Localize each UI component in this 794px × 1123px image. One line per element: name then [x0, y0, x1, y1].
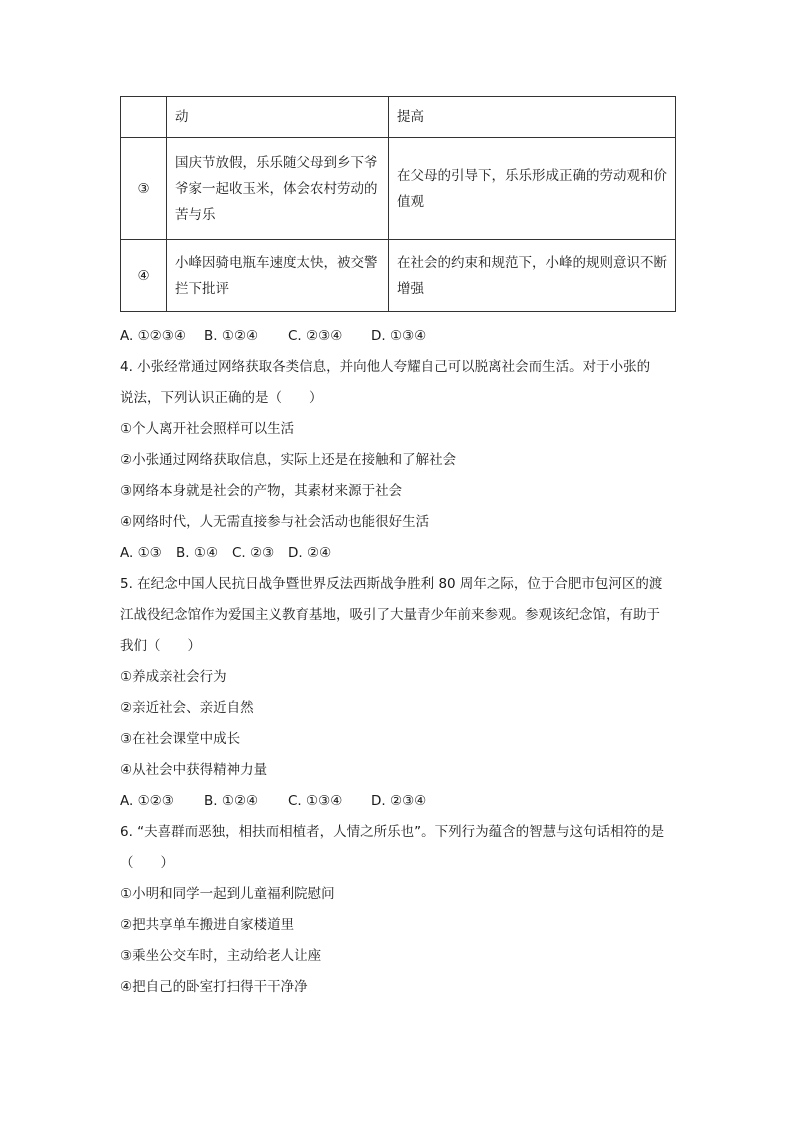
table-cell-num: ③: [121, 138, 167, 240]
option-d[interactable]: D. ①③④: [371, 328, 427, 344]
table-cell-num: ④: [121, 240, 167, 312]
q6-item: ①小明和同学一起到儿童福利院慰问: [120, 886, 335, 902]
table-cell-result: 提高: [389, 97, 676, 138]
question-table: [120, 96, 676, 312]
option-a[interactable]: A. ①②③: [120, 793, 174, 809]
table-cell-action: 国庆节放假，乐乐随父母到乡下爷爷家一起收玉米，体会农村劳动的苦与乐: [167, 138, 389, 240]
option-c[interactable]: C. ①③④: [288, 793, 343, 809]
q6-item: ④把自己的卧室打扫得干干净净: [120, 979, 308, 995]
table-cell-num: [121, 97, 167, 138]
q6-item: ③乘坐公交车时，主动给老人让座: [120, 948, 322, 964]
table-cell-result: 在社会的约束和规范下，小峰的规则意识不断增强: [389, 240, 676, 312]
option-d[interactable]: D. ②③④: [371, 793, 427, 809]
table-cell-result: 在父母的引导下，乐乐形成正确的劳动观和价值观: [389, 138, 676, 240]
table-row: [121, 97, 676, 138]
q3-options: [120, 326, 426, 346]
q4-item: ①个人离开社会照样可以生活: [120, 421, 295, 437]
q5-item: ②亲近社会、亲近自然: [120, 700, 254, 716]
q4-stem-line2: 说法，下列认识正确的是（ ）: [120, 390, 323, 406]
table-row: [121, 240, 676, 312]
option-b[interactable]: B. ①②④: [204, 328, 259, 344]
q4-item: ②小张通过网络获取信息，实际上还是在接触和了解社会: [120, 452, 457, 468]
q6-stem-line2: （ ）: [120, 855, 174, 871]
q4-stem-line1: 4. 小张经常通过网络获取各类信息，并向他人夸耀自己可以脱离社会而生活。对于小张的: [120, 359, 651, 375]
q4-item: ④网络时代，人无需直接参与社会活动也能很好生活: [120, 514, 430, 530]
q6-stem-line1: 6. “夫喜群而恶独，相扶而相植者，人情之所乐也”。下列行为蕴含的智慧与这句话相符的是: [120, 824, 665, 840]
table-cell-action: 小峰因骑电瓶车速度太快，被交警拦下批评: [167, 240, 389, 312]
table-row: [121, 138, 676, 240]
option-d[interactable]: D. ②④: [288, 545, 332, 561]
q4-item: ③网络本身就是社会的产物，其素材来源于社会: [120, 483, 403, 499]
option-b[interactable]: B. ①④: [176, 545, 219, 561]
option-a[interactable]: A. ①②③④: [120, 328, 186, 344]
q5-item: ①养成亲社会行为: [120, 669, 227, 685]
q5-stem-line3: 我们（ ）: [120, 638, 201, 654]
q5-stem-line1: 5. 在纪念中国人民抗日战争暨世界反法西斯战争胜利 80 周年之际，位于合肥市包河区的渡: [120, 576, 663, 592]
q5-stem-line2: 江战役纪念馆作为爱国主义教育基地，吸引了大量青少年前来参观。参观该纪念馆，有助于: [120, 607, 660, 623]
q5-options: [120, 791, 426, 811]
option-b[interactable]: B. ①②④: [204, 793, 259, 809]
q5-item: ③在社会课堂中成长: [120, 731, 241, 747]
option-c[interactable]: C. ②③④: [288, 328, 343, 344]
q4-options: [120, 543, 331, 563]
table-cell-action: 动: [167, 97, 389, 138]
option-c[interactable]: C. ②③: [232, 545, 275, 561]
option-a[interactable]: A. ①③: [120, 545, 162, 561]
q6-item: ②把共享单车搬进自家楼道里: [120, 917, 295, 933]
q5-item: ④从社会中获得精神力量: [120, 762, 268, 778]
